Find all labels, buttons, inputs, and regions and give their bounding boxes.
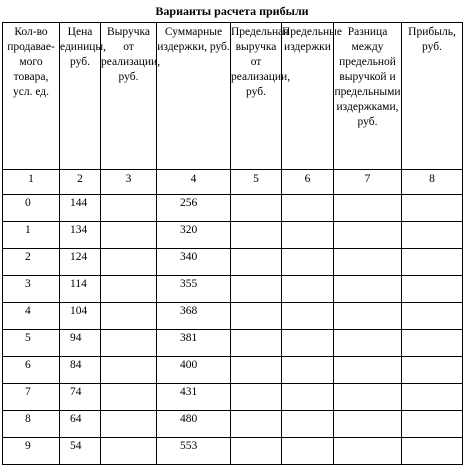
cell-marginal-cost bbox=[282, 438, 334, 465]
cell-difference bbox=[334, 357, 402, 384]
cell-price: 144 bbox=[60, 195, 101, 222]
cell-marginal-revenue bbox=[231, 195, 282, 222]
cell-profit bbox=[402, 303, 463, 330]
table-row bbox=[3, 303, 463, 330]
cell-qty: 2 bbox=[3, 249, 60, 276]
profit-table bbox=[2, 22, 463, 465]
column-number: 2 bbox=[60, 170, 101, 195]
cell-total-cost: 320 bbox=[157, 222, 231, 249]
cell-difference bbox=[334, 195, 402, 222]
cell-qty: 6 bbox=[3, 357, 60, 384]
table-row bbox=[3, 195, 463, 222]
column-number: 1 bbox=[3, 170, 60, 195]
table-row bbox=[3, 357, 463, 384]
cell-revenue bbox=[101, 438, 157, 465]
cell-marginal-cost bbox=[282, 384, 334, 411]
cell-price: 114 bbox=[60, 276, 101, 303]
cell-total-cost: 256 bbox=[157, 195, 231, 222]
table-row bbox=[3, 276, 463, 303]
table-row bbox=[3, 411, 463, 438]
table-row bbox=[3, 249, 463, 276]
cell-profit bbox=[402, 357, 463, 384]
cell-difference bbox=[334, 438, 402, 465]
cell-total-cost: 340 bbox=[157, 249, 231, 276]
cell-price: 64 bbox=[60, 411, 101, 438]
cell-revenue bbox=[101, 276, 157, 303]
column-number: 6 bbox=[282, 170, 334, 195]
cell-price: 94 bbox=[60, 330, 101, 357]
cell-marginal-revenue bbox=[231, 303, 282, 330]
cell-revenue bbox=[101, 384, 157, 411]
cell-profit bbox=[402, 438, 463, 465]
cell-marginal-cost bbox=[282, 411, 334, 438]
cell-marginal-revenue bbox=[231, 411, 282, 438]
cell-difference bbox=[334, 303, 402, 330]
header-total-cost: Суммарные издержки, руб. bbox=[157, 23, 231, 170]
cell-qty: 5 bbox=[3, 330, 60, 357]
cell-revenue bbox=[101, 330, 157, 357]
cell-profit bbox=[402, 195, 463, 222]
column-number: 3 bbox=[101, 170, 157, 195]
cell-revenue bbox=[101, 195, 157, 222]
column-number: 5 bbox=[231, 170, 282, 195]
cell-total-cost: 400 bbox=[157, 357, 231, 384]
cell-marginal-revenue bbox=[231, 357, 282, 384]
cell-profit bbox=[402, 222, 463, 249]
cell-difference bbox=[334, 276, 402, 303]
column-number: 4 bbox=[157, 170, 231, 195]
table-row bbox=[3, 438, 463, 465]
column-number-row bbox=[3, 170, 463, 195]
cell-qty: 3 bbox=[3, 276, 60, 303]
cell-total-cost: 431 bbox=[157, 384, 231, 411]
cell-difference bbox=[334, 249, 402, 276]
cell-marginal-cost bbox=[282, 357, 334, 384]
cell-total-cost: 480 bbox=[157, 411, 231, 438]
cell-qty: 0 bbox=[3, 195, 60, 222]
cell-revenue bbox=[101, 411, 157, 438]
header-difference: Разница между предельной выручкой и предельными издержками, руб. bbox=[334, 23, 402, 170]
cell-qty: 7 bbox=[3, 384, 60, 411]
cell-total-cost: 553 bbox=[157, 438, 231, 465]
cell-revenue bbox=[101, 249, 157, 276]
cell-profit bbox=[402, 384, 463, 411]
cell-price: 134 bbox=[60, 222, 101, 249]
cell-marginal-revenue bbox=[231, 330, 282, 357]
cell-difference bbox=[334, 384, 402, 411]
cell-marginal-cost bbox=[282, 222, 334, 249]
cell-total-cost: 381 bbox=[157, 330, 231, 357]
cell-revenue bbox=[101, 357, 157, 384]
cell-marginal-cost bbox=[282, 330, 334, 357]
cell-difference bbox=[334, 330, 402, 357]
column-number: 7 bbox=[334, 170, 402, 195]
cell-revenue bbox=[101, 222, 157, 249]
table-row bbox=[3, 222, 463, 249]
cell-profit bbox=[402, 249, 463, 276]
cell-qty: 8 bbox=[3, 411, 60, 438]
header-marginal-revenue: Предельная выручка от реализации, руб. bbox=[231, 23, 282, 170]
table-row bbox=[3, 384, 463, 411]
cell-total-cost: 368 bbox=[157, 303, 231, 330]
cell-marginal-cost bbox=[282, 195, 334, 222]
cell-marginal-revenue bbox=[231, 222, 282, 249]
cell-profit bbox=[402, 276, 463, 303]
cell-difference bbox=[334, 222, 402, 249]
header-revenue: Выручка от реализации, руб. bbox=[101, 23, 157, 170]
cell-profit bbox=[402, 411, 463, 438]
cell-price: 54 bbox=[60, 438, 101, 465]
cell-marginal-cost bbox=[282, 276, 334, 303]
cell-marginal-revenue bbox=[231, 438, 282, 465]
cell-marginal-cost bbox=[282, 303, 334, 330]
header-profit: Прибыль, руб. bbox=[402, 23, 463, 170]
header-marginal-cost: Предельные издержки bbox=[282, 23, 334, 170]
table-row bbox=[3, 330, 463, 357]
cell-price: 104 bbox=[60, 303, 101, 330]
cell-marginal-revenue bbox=[231, 276, 282, 303]
header-quantity: Кол-во продаваемого товара, усл. ед. bbox=[3, 23, 60, 170]
cell-revenue bbox=[101, 303, 157, 330]
table-title: Варианты расчета прибыли bbox=[155, 4, 309, 18]
cell-marginal-cost bbox=[282, 249, 334, 276]
column-number: 8 bbox=[402, 170, 463, 195]
cell-total-cost: 355 bbox=[157, 276, 231, 303]
cell-marginal-revenue bbox=[231, 249, 282, 276]
cell-profit bbox=[402, 330, 463, 357]
header-row bbox=[3, 23, 463, 170]
cell-price: 74 bbox=[60, 384, 101, 411]
cell-qty: 4 bbox=[3, 303, 60, 330]
cell-price: 84 bbox=[60, 357, 101, 384]
cell-qty: 9 bbox=[3, 438, 60, 465]
cell-qty: 1 bbox=[3, 222, 60, 249]
cell-difference bbox=[334, 411, 402, 438]
cell-marginal-revenue bbox=[231, 384, 282, 411]
header-unit-price: Цена единицы, руб. bbox=[60, 23, 101, 170]
cell-price: 124 bbox=[60, 249, 101, 276]
